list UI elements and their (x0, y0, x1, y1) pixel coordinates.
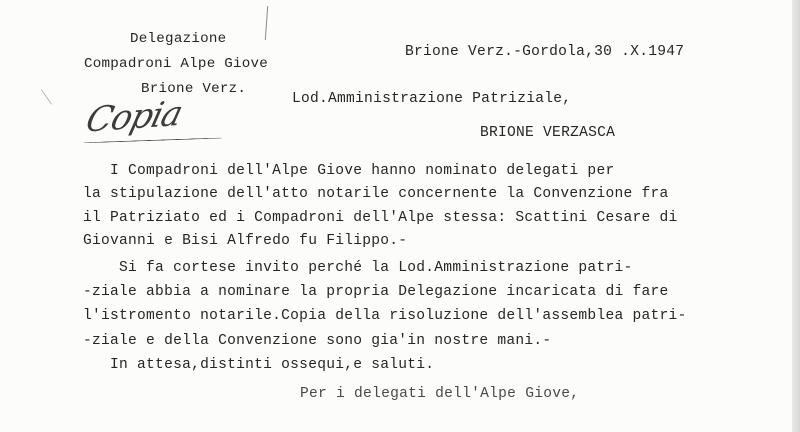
body-line: In attesa,distinti ossequi,e saluti. (83, 357, 435, 373)
copia-text: Copia (81, 93, 187, 141)
body-line: la stipulazione dell'atto notarile concernente la Convenzione fra (83, 186, 669, 202)
body-line: Giovanni e Bisi Alfredo fu Filippo.- (83, 233, 408, 249)
sender-line-3: Brione Verz. (141, 81, 247, 97)
body-line: -ziale e della Convenzione sono gia'in nostre mani.- (83, 333, 552, 349)
body-line: -ziale abbia a nominare la propria Delegazione incaricata di fare (83, 284, 669, 300)
copia-handwritten-mark (82, 93, 186, 140)
recipient-line-2: BRIONE VERZASCA (480, 125, 616, 141)
body-line: l'istromento notarile.Copia della risoluzione dell'assemblea patri- (83, 308, 687, 324)
sender-line-2: Compadroni Alpe Giove (84, 56, 269, 72)
body-line: il Patriziato ed i Compadroni dell'Alpe stessa: Scattini Cesare di (83, 210, 678, 226)
sender-line-1: Delegazione (130, 31, 227, 47)
body-line: I Compadroni dell'Alpe Giove hanno nominato delegati per (83, 163, 615, 179)
closing-line: Per i delegati dell'Alpe Giove, (300, 386, 580, 402)
recipient-line-1: Lod.Amministrazione Patriziale, (292, 91, 572, 107)
body-line: Si fa cortese invito perché la Lod.Amministrazione patri- (83, 260, 633, 276)
letter-date: Brione Verz.-Gordola,30 .X.1947 (405, 44, 685, 60)
pen-stroke-mark (41, 89, 52, 104)
pen-stroke-mark (265, 6, 268, 40)
